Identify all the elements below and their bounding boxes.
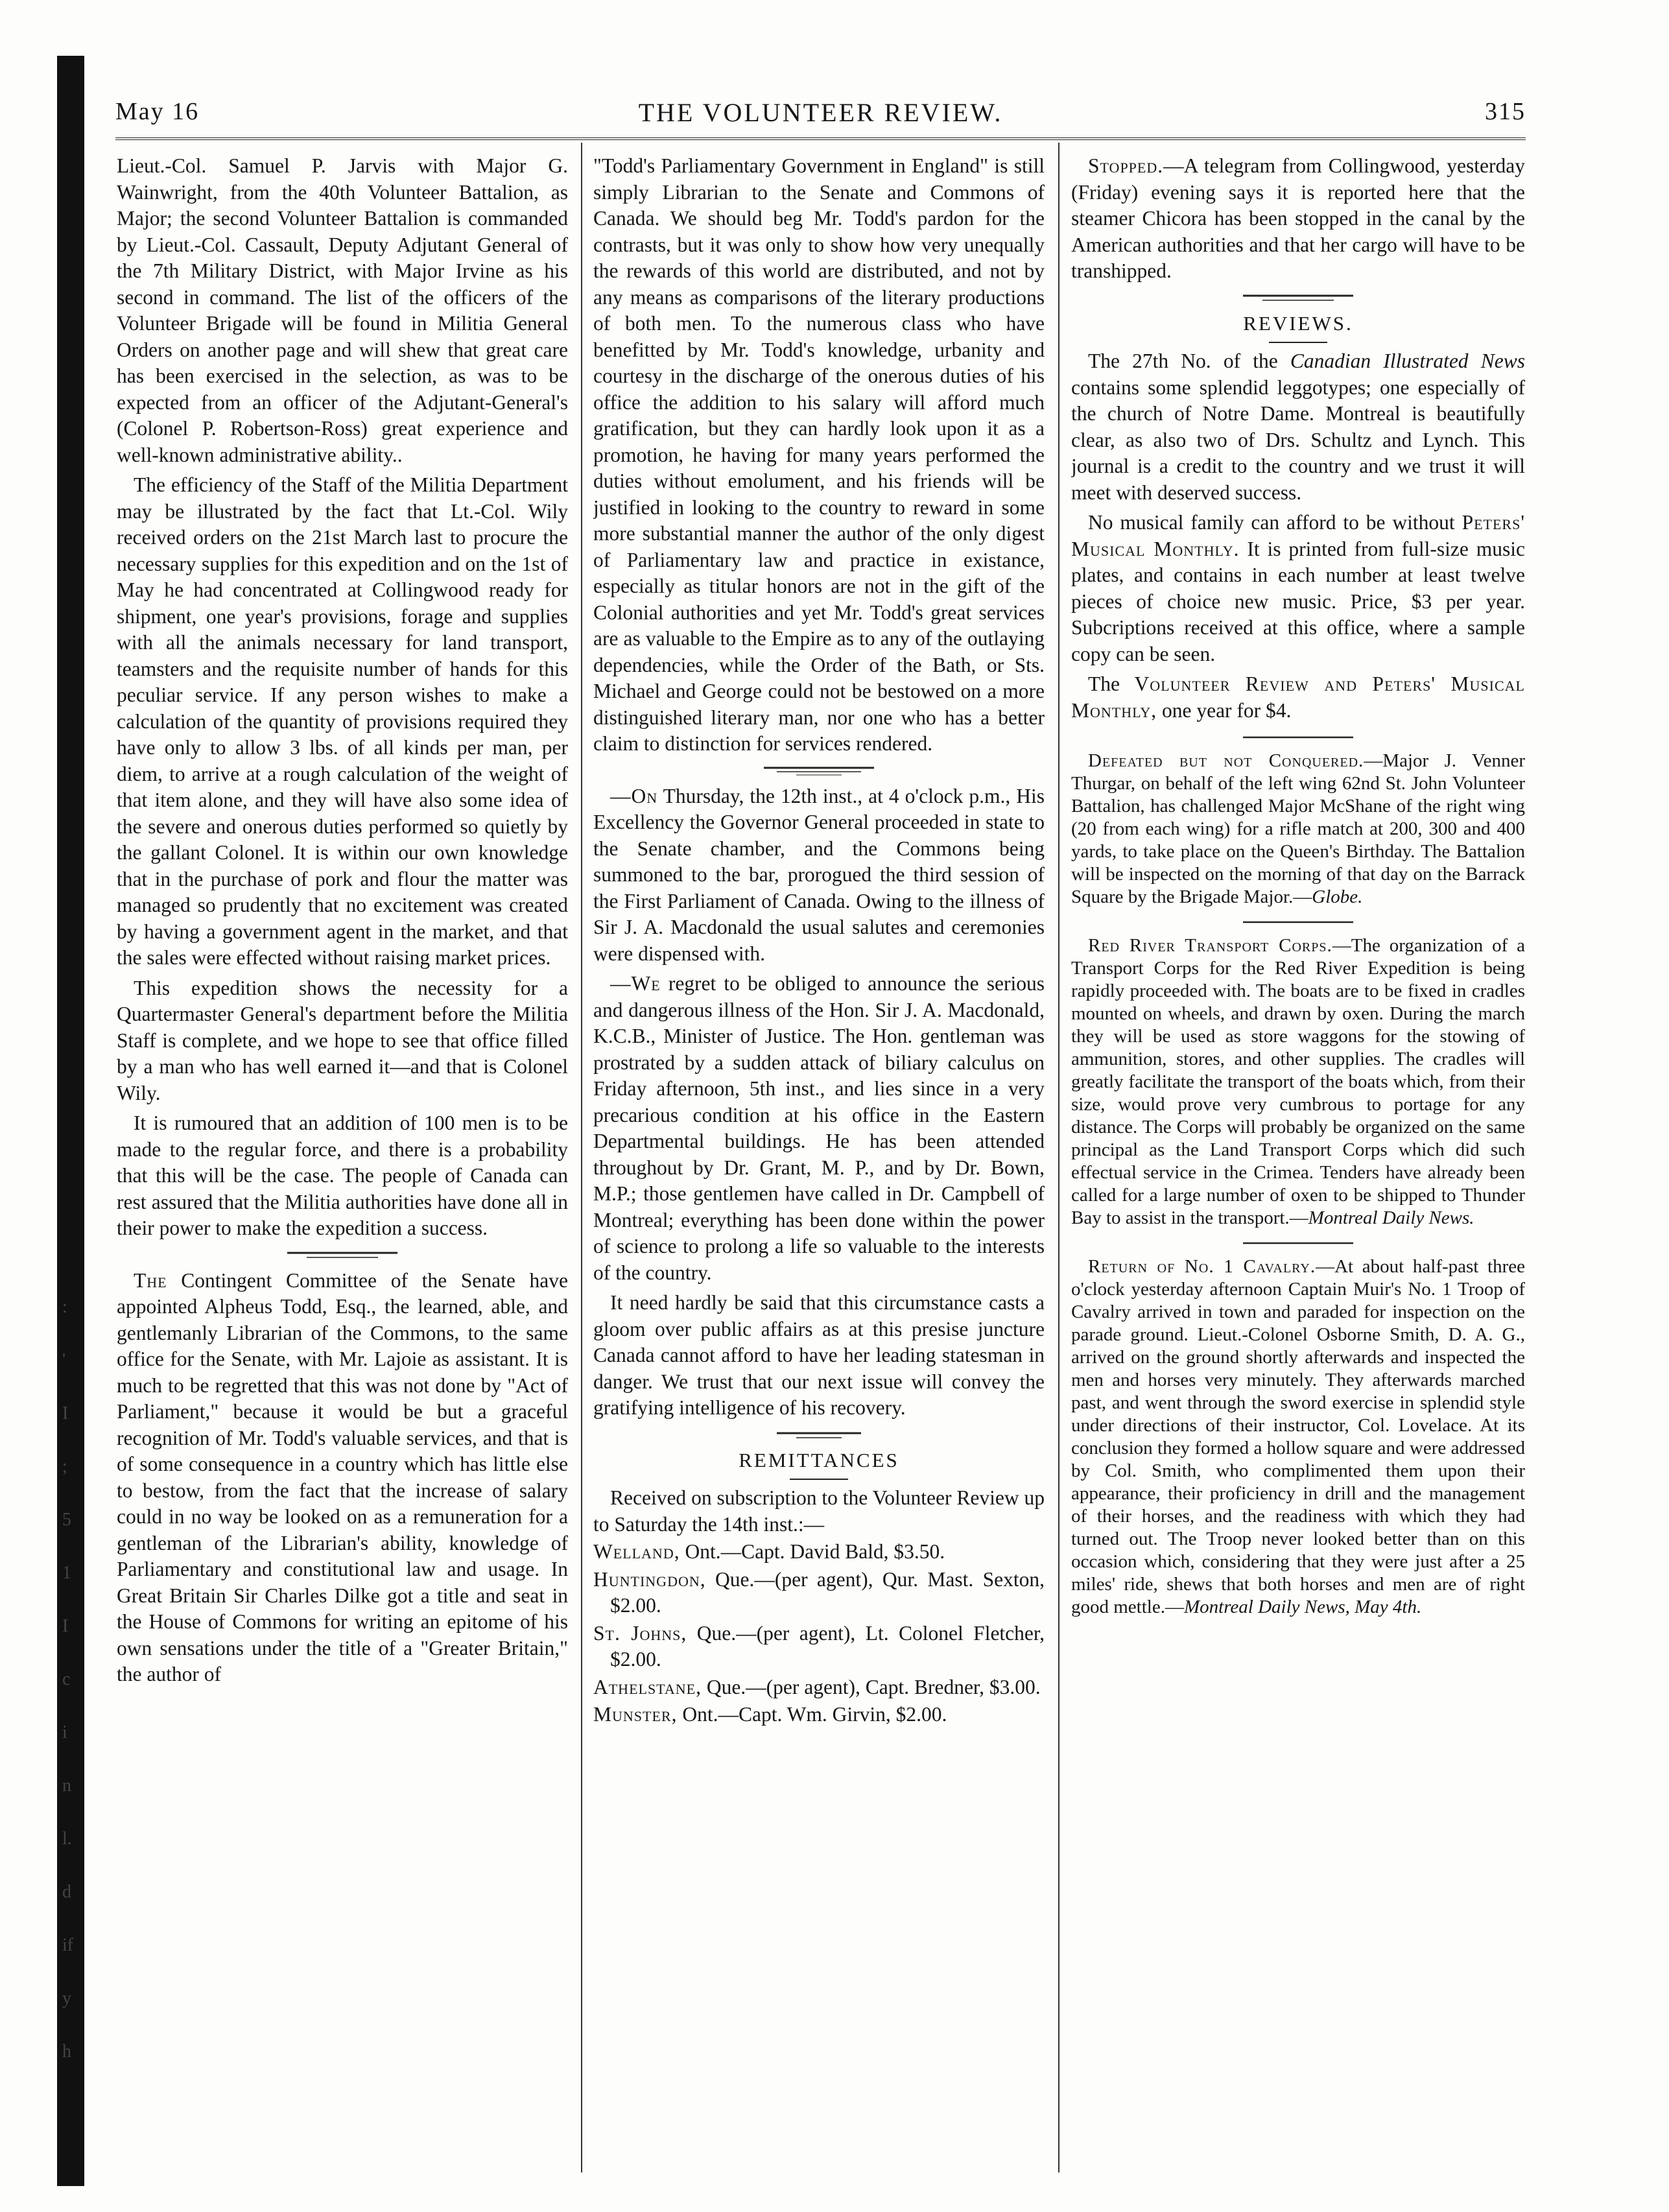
- section-heading-reviews: REVIEWS.: [1243, 311, 1353, 335]
- paragraph-text: Contingent Committee of the Senate have appointed Alpheus Todd, Esq., the learned, able, and gentlemanly Librarian of the Commons, to the same office for the Senate, with Mr. Lajoie as assistant. It is much to be regretted that this was not done by "Act of Parliament," because it would be but a graceful recognition of Mr. Todd's valuable services, and that is of some consequence in a country which has little else to bestow, from the fact that the increase of salary could in no way be looked on as a remuneration for a gentleman of the Librarian's ability, knowledge of Parliamentary and constitutional law and usage. In Great Britain Sir Charles Dilke got a title and seat in the House of Commons for writing an epitome of his own sensations under the title of a "Greater Britain," the author of: [117, 1268, 568, 1685]
- publication-title: THE VOLUNTEER REVIEW.: [638, 98, 1003, 127]
- column-divider: [1058, 143, 1059, 2172]
- paragraph: It need hardly be said that this circumstance casts a gloom over public affairs as at this presise juncture Canada cannot afford to have her leading statesman in danger. We trust that our next issue will convey the gratifying intelligence of his recovery.: [593, 1291, 1045, 1419]
- paragraph: Lieut.-Col. Samuel P. Jarvis with Major G. Wainwright, from the 40th Volunteer Battalion, as Major; the second Volunteer Battalion is commanded by Lieut.-Col. Cassault, Deputy Adjutant General of the 7th Military District, with Major Irvine as his second in command. The list of the officers of the Volunteer Brigade will be found in Militia General Orders on another page and will shew that great care has been exercised in the selection, as was to be expected from an officer of the Adjutant-General's (Colonel P. Robertson-Ross) great experience and well-known administrative ability..: [117, 154, 568, 466]
- remittances-list: [593, 1485, 1045, 1728]
- paragraph: Return of No. 1 Cavalry.—At about half-past three o'clock yesterday afternoon Captain Muir's No. 1 Troop of Cavalry arrived in town and paraded for inspection on the parade ground. Lieut.-Colonel Osborne Smith, D. A. G., arrived on the ground shortly afterwards and inspected the men and horses very minutely. They afterwards marched past, and went through the sword exercise in splendid style under directions of their instructor, Col. Lovelace. At its conclusion they formed a hollow square and were addressed by Col. Smith, who complimented them upon their appearance, their proficiency in drill and the management of their horses, and the readiness with which they had turned out. The Troop never looked better than on this occasion which, considering that they were just after a 25 miles' ride, shews that both horses and men are of right good mettle.—Montreal Daily News, May 4th.: [1071, 1256, 1525, 1617]
- source-credit: Globe.: [1312, 886, 1363, 907]
- heading-rule: [790, 1479, 848, 1480]
- paragraph: This expedition shows the necessity for a Quartermaster General's department before the Militia Staff is complete, and we hope to see that office filled by a man who has well earned it—and that is Colonel Wily.: [117, 976, 568, 1104]
- paragraph: [593, 783, 1045, 968]
- remittance-entry: Huntingdon, Que.—(per agent), Qur. Mast. Sexton, $2.00.: [593, 1567, 1045, 1617]
- page-number: 315: [1485, 98, 1526, 125]
- paragraph: Defeated but not Conquered.—Major J. Venner Thurgar, on behalf of the left wing 62nd St. John Volunteer Battalion, has challenged Major McShane of the right wing (20 from each wing) for a rifle match at 200, 300 and 400 yards, to take place on the Queen's Birthday. The Battalion will be inspected on the morning of that day on the Barrack Square by the Brigade Major.—Globe.: [1071, 750, 1525, 907]
- source-credit: Montreal Daily News.: [1308, 1207, 1474, 1228]
- publication-name: Canadian Illustrated News: [1290, 350, 1525, 372]
- lead-word: Return of No. 1 Cavalry.: [1088, 1256, 1316, 1277]
- paragraph-text: Thursday, the 12th inst., at 4 o'clock p.m., His Excellency the Governor General proceeded in state to the Senate chamber, and the Commons being summoned to the bar, prorogued the third session of the First Parliament of Canada. Owing to the illness of Sir J. A. Macdonald the usual salutes and ceremonies were dispensed with.: [593, 784, 1045, 965]
- margin-mark: if: [62, 1935, 74, 1955]
- section-separator: [1243, 731, 1353, 743]
- paragraph: The Volunteer Review and Peters' Musical Monthly, one year for $4.: [1071, 672, 1525, 722]
- margin-mark: 1: [62, 1563, 71, 1583]
- remittance-entry: Athelstane, Que.—(per agent), Capt. Bredner, $3.00.: [593, 1675, 1041, 1698]
- margin-mark: y: [62, 1988, 71, 2008]
- margin-mark: l.: [62, 1829, 72, 1849]
- section-heading-remittances: REMITTANCES: [739, 1448, 899, 1471]
- section-separator: [764, 765, 874, 777]
- section-separator: [1243, 292, 1353, 304]
- column-divider: [581, 143, 582, 2172]
- section-separator: [1243, 1237, 1353, 1249]
- paragraph-text: regret to be obliged to announce the serious and dangerous illness of the Hon. Sir J. A. Macdonald, K.C.B., Minister of Justice. The Hon. gentleman was prostrated by a sudden attack of biliary calculus on Friday afternoon, 5th inst., and lies since in a very precarious condition at his office in the Eastern Departmental buildings. He has been attended throughout by Dr. Grant, M. P., and by Dr. Bown, M.P.; those gentlemen have called in Dr. Campbell of Montreal; everything has been done within the power of science to prolong a life so valuable to the interests of the country.: [593, 972, 1045, 1284]
- section-separator: [287, 1250, 397, 1261]
- margin-mark: d: [62, 1882, 71, 1902]
- remittances-intro: Received on subscription to the Volunteer Review up to Saturday the 14th inst.:—: [593, 1486, 1045, 1536]
- margin-mark: I: [62, 1403, 69, 1423]
- heading-rule: [1269, 342, 1327, 343]
- margin-mark: h: [62, 2041, 71, 2062]
- margin-mark: ': [62, 1350, 66, 1370]
- paragraph: Red River Transport Corps.—The organization of a Transport Corps for the Red River Expedition is being rapidly proceeded with. The boats are to be fixed in cradles mounted on wheels, and drawn by oxen. During the march they will be used as store waggons for the stowing of ammunition, stores, and other supplies. The cradles will greatly facilitate the transport of the boats which, from their size, would prove very cumbrous to portage for any distance. The Corps will probably be organized on the same principal as the Land Transport Corps which did such effectual service in the Crimea. Tenders have already been called for a large number of oxen to be shipped to Thunder Bay to assist in the transport.—Montreal Daily News.: [1071, 935, 1525, 1228]
- binding-edge: [57, 56, 84, 2186]
- paragraph: Stopped.—A telegram from Collingwood, yesterday (Friday) evening says it is reported here that the steamer Chicora has been stopped in the canal by the American authorities and that her cargo will have to be transhipped.: [1071, 154, 1525, 282]
- remittance-entry: St. Johns, Que.—(per agent), Lt. Colonel Fletcher, $2.00.: [593, 1621, 1045, 1671]
- lead-word: —On: [610, 784, 658, 807]
- margin-mark: c: [62, 1669, 71, 1689]
- header-rule: [115, 137, 1526, 140]
- paragraph: [117, 1268, 568, 1688]
- paragraph: [593, 971, 1045, 1286]
- margin-mark: 5: [62, 1510, 71, 1530]
- margin-mark: ;: [62, 1457, 67, 1477]
- section-separator: [764, 1429, 874, 1441]
- margin-mark: :: [62, 1297, 67, 1317]
- issue-date: May 16: [115, 98, 200, 125]
- lead-word: The: [134, 1268, 167, 1292]
- column-2: [593, 153, 1045, 2170]
- lead-word: Red River Transport Corps.: [1088, 935, 1332, 956]
- source-credit: Montreal Daily News, May 4th.: [1183, 1597, 1422, 1617]
- paragraph: "Todd's Parliamentary Government in England" is still simply Librarian to the Senate and Commons of Canada. We should beg Mr. Todd's pardon for the contrasts, but it was only to show how very unequally the rewards of this world are distributed, and not by any means as comparisons of the literary productions of both men. To the numerous class who have benefitted by Mr. Todd's knowledge, urbanity and courtesy in the discharge of the onerous duties of his office the addition to his salary will afford much gratification, but they can hardly look upon it as a promotion, he having for many years performed the duties without emolument, and his friends will be justified in looking to the country to reward in some more substantial manner the author of the only digest of Parliamentary law and practice in existance, especially as titular honors are not in the gift of the Colonial authorities and yet Mr. Todd's great services are as valuable to the Empire as to any of the outlaying dependencies, while the Order of the Bath, or Sts. Michael and George could not be bestowed on a more distinguished literary man, nor one who has a better claim to distinction for services rendered.: [593, 154, 1045, 755]
- margin-mark: I: [62, 1616, 69, 1636]
- publication-name: Volunteer Review and Peters' Musical Monthly,: [1071, 672, 1525, 722]
- remittance-entry: Welland, Ont.—Capt. David Bald, $3.50.: [593, 1540, 945, 1563]
- lead-word: Defeated but not Conquered.: [1088, 750, 1364, 771]
- margin-mark: i: [62, 1722, 67, 1742]
- lead-word: —We: [610, 972, 661, 995]
- margin-mark: n: [62, 1776, 71, 1796]
- paragraph: No musical family can afford to be without Peters' Musical Monthly. It is printed from full-size music plates, and contains in each number at least twelve pieces of choice new music. Price, $3 per year. Subcriptions received at this office, where a sample copy can be seen.: [1071, 511, 1525, 665]
- column-3: [1071, 153, 1525, 2170]
- section-separator: [1243, 916, 1353, 928]
- page-header: [115, 97, 1526, 143]
- column-1: [117, 153, 568, 2170]
- publication-name: Peters' Musical Monthly.: [1071, 511, 1525, 560]
- paragraph: The 27th No. of the Canadian Illustrated News contains some splendid leggotypes; one especially of the church of Notre Dame. Montreal is beautifully clear, as also two of Drs. Schultz and Lynch. This journal is a credit to the country and we trust it will meet with deserved success.: [1071, 350, 1525, 504]
- paragraph: The efficiency of the Staff of the Militia Department may be illustrated by the fact that Lt.-Col. Wily received orders on the 21st March last to procure the necessary supplies for this expedition and on the 1st of May he had concentrated at Collingwood ready for shipment, one year's provisions, forage and supplies with all the animals necessary for land transport, teamsters and the requisite number of hands for this peculiar service. If any person wishes to make a calculation of the quantity of provisions required they have only to allow 3 lbs. of all kinds per man, per diem, to arrive at a rough calculation of the weight of that item alone, and they will have also some idea of the severe and onerous duties performed so quietly by the gallant Colonel. It is within our own knowledge that in the purchase of pork and flour the matter was managed so prudently that no excitement was created by having a government agent in the market, and that the sales were effected without raising market prices.: [117, 473, 568, 969]
- paragraph: It is rumoured that an addition of 100 men is to be made to the regular force, and there is a probability that this will be the case. The people of Canada can rest assured that the Militia authorities have done all in their power to make the expedition a success.: [117, 1112, 568, 1239]
- remittance-entry: Munster, Ont.—Capt. Wm. Girvin, $2.00.: [593, 1703, 947, 1726]
- lead-word: Stopped.: [1088, 154, 1164, 177]
